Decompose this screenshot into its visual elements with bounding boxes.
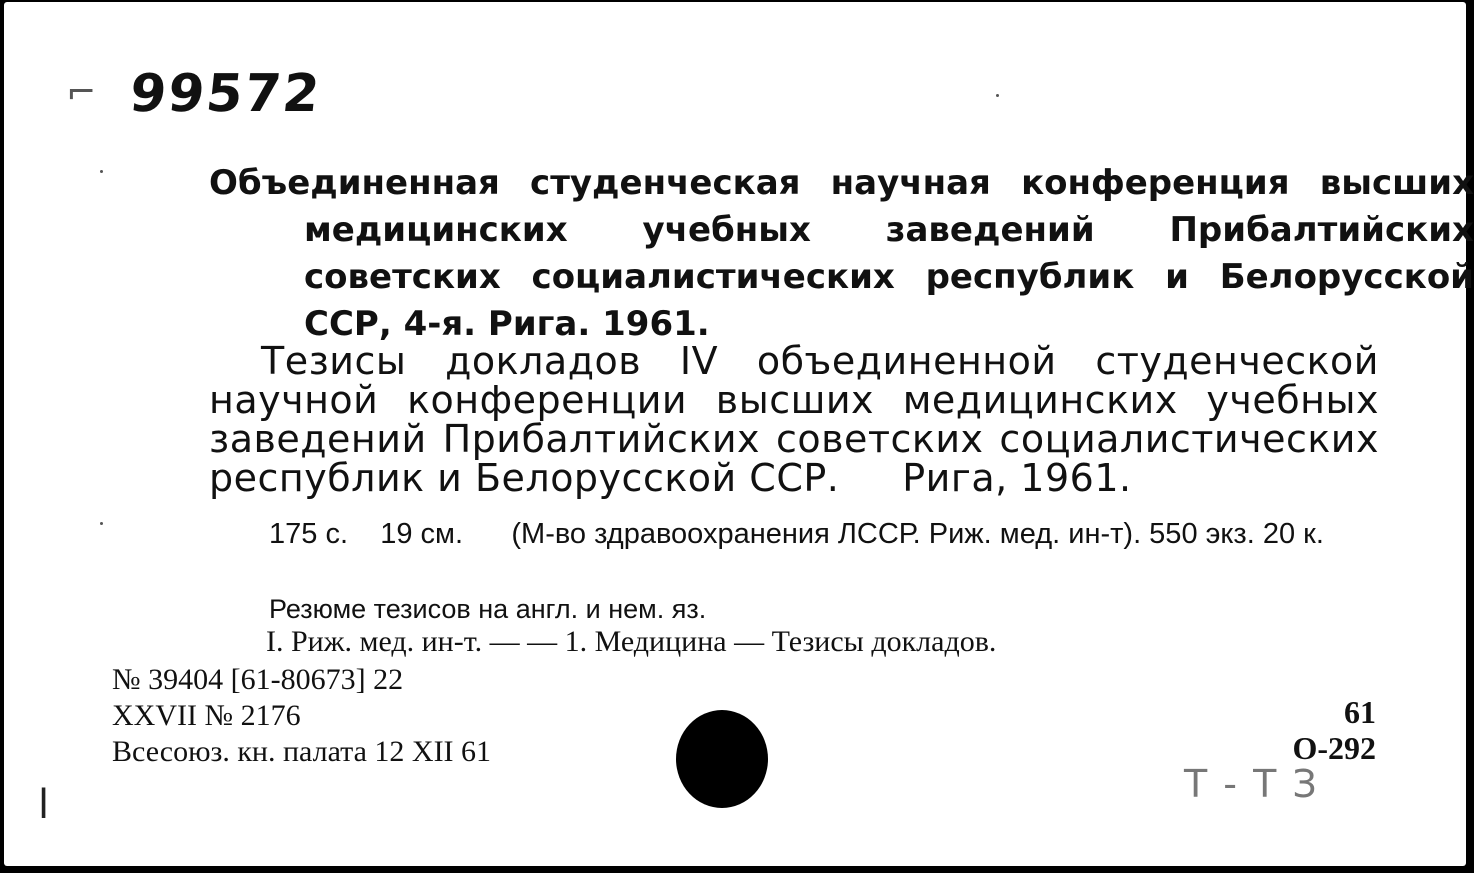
udc-code: 61 xyxy=(1344,694,1376,730)
card-title: Тезисы докладов IV объединенной студенческой научной конференции высших медицинских учебных заведений Прибалтийских советских социалистических республик и Белорусской ССР. Рига, 1961. xyxy=(209,339,1379,500)
registry-number: № 39404 [61-80673] 22 xyxy=(112,663,404,696)
catalog-card xyxy=(4,2,1474,866)
punch-hole xyxy=(676,710,768,808)
card-heading: Объединенная студенческая научная конференция высших медицинских учебных заведений Прибалтийских советских социалистических республик и Белорусской ССР, 4-я. Рига. 1961. xyxy=(209,163,1474,344)
speck-mark xyxy=(100,170,103,173)
handwritten-number: 99572 xyxy=(126,64,325,124)
physical-description: 175 с. 19 см. (М-во здравоохранения ЛССР. Риж. мед. ин-т). 550 экз. 20 к. xyxy=(269,518,1324,550)
subject-tracing: I. Риж. мед. ин-т. — — 1. Медицина — Тезисы докладов. xyxy=(266,625,997,658)
speck-mark xyxy=(100,522,103,525)
pencil-mark-icon: ⌐ xyxy=(66,72,97,113)
faded-stamp: Т - Т З xyxy=(1184,762,1319,806)
volume-number: XXVII № 2176 xyxy=(112,699,301,732)
book-chamber-line: Всесоюз. кн. палата 12 XII 61 xyxy=(112,735,492,768)
shelf-mark: О-292 xyxy=(1292,730,1376,766)
resume-note: Резюме тезисов на англ. и нем. яз. xyxy=(269,594,707,624)
card-footer xyxy=(112,662,491,770)
speck-mark xyxy=(996,94,999,97)
corner-pencil-mark-icon: ⅼ xyxy=(38,782,50,828)
classification xyxy=(1292,694,1376,766)
